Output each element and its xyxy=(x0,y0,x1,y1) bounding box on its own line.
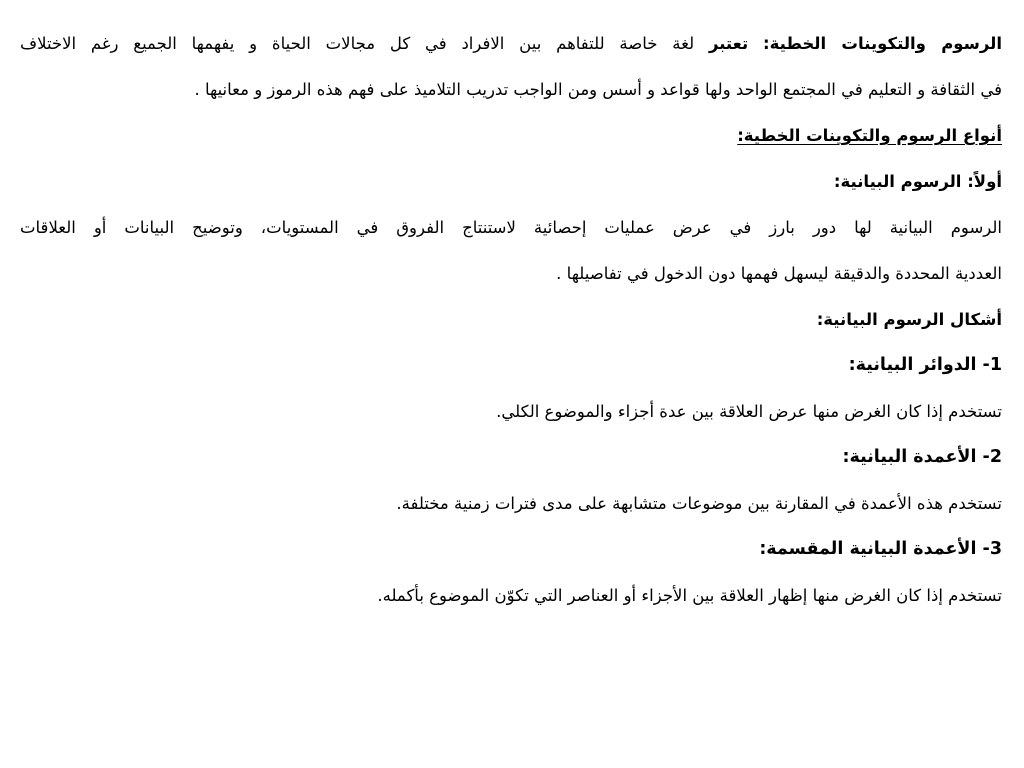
intro-line-1 xyxy=(20,32,1002,55)
chart-shapes-heading: أشكال الرسوم البيانية: xyxy=(816,310,1002,329)
bar-charts-description: تستخدم هذه الأعمدة في المقارنة بين موضوعات متشابهة على مدى فترات زمنية مختلفة. xyxy=(396,494,1002,513)
first-section-heading: أولاً: الرسوم البيانية: xyxy=(833,172,1002,191)
stacked-bar-charts-heading: 3- الأعمدة البيانية المقسمة: xyxy=(759,539,1002,559)
charts-description-line-1: الرسوم البيانية لها دور بارز في عرض عمليات إحصائية لاستنتاج الفروق في المستويات، وتوضيح البيانات أو العلاقات xyxy=(20,218,1002,237)
intro-line-1-text: لغة خاصة للتفاهم بين الافراد في كل مجالات الحياة و يفهمها الجميع رغم الاختلاف xyxy=(20,34,709,53)
bar-charts-heading: 2- الأعمدة البيانية: xyxy=(842,447,1002,467)
pie-charts-heading: 1- الدوائر البيانية: xyxy=(848,355,1002,375)
intro-verb: تعتبر xyxy=(708,34,749,53)
types-heading: أنواع الرسوم والتكوينات الخطية: xyxy=(737,126,1002,145)
stacked-bar-charts-description: تستخدم إذا كان الغرض منها إظهار العلاقة بين الأجزاء أو العناصر التي تكوّن الموضوع بأكمله. xyxy=(377,586,1002,605)
pie-charts-description: تستخدم إذا كان الغرض منها عرض العلاقة بين عدة أجزاء والموضوع الكلي. xyxy=(496,402,1002,421)
charts-description-line-2: العددية المحددة والدقيقة ليسهل فهمها دون الدخول في تفاصيلها . xyxy=(556,264,1002,283)
intro-line-2: في الثقافة و التعليم في المجتمع الواحد ولها قواعد و أسس ومن الواجب تدريب التلاميذ على فهم هذه الرموز و معانيها . xyxy=(194,80,1002,99)
document-body xyxy=(20,32,1002,630)
intro-term: الرسوم والتكوينات الخطية: xyxy=(762,34,1002,53)
